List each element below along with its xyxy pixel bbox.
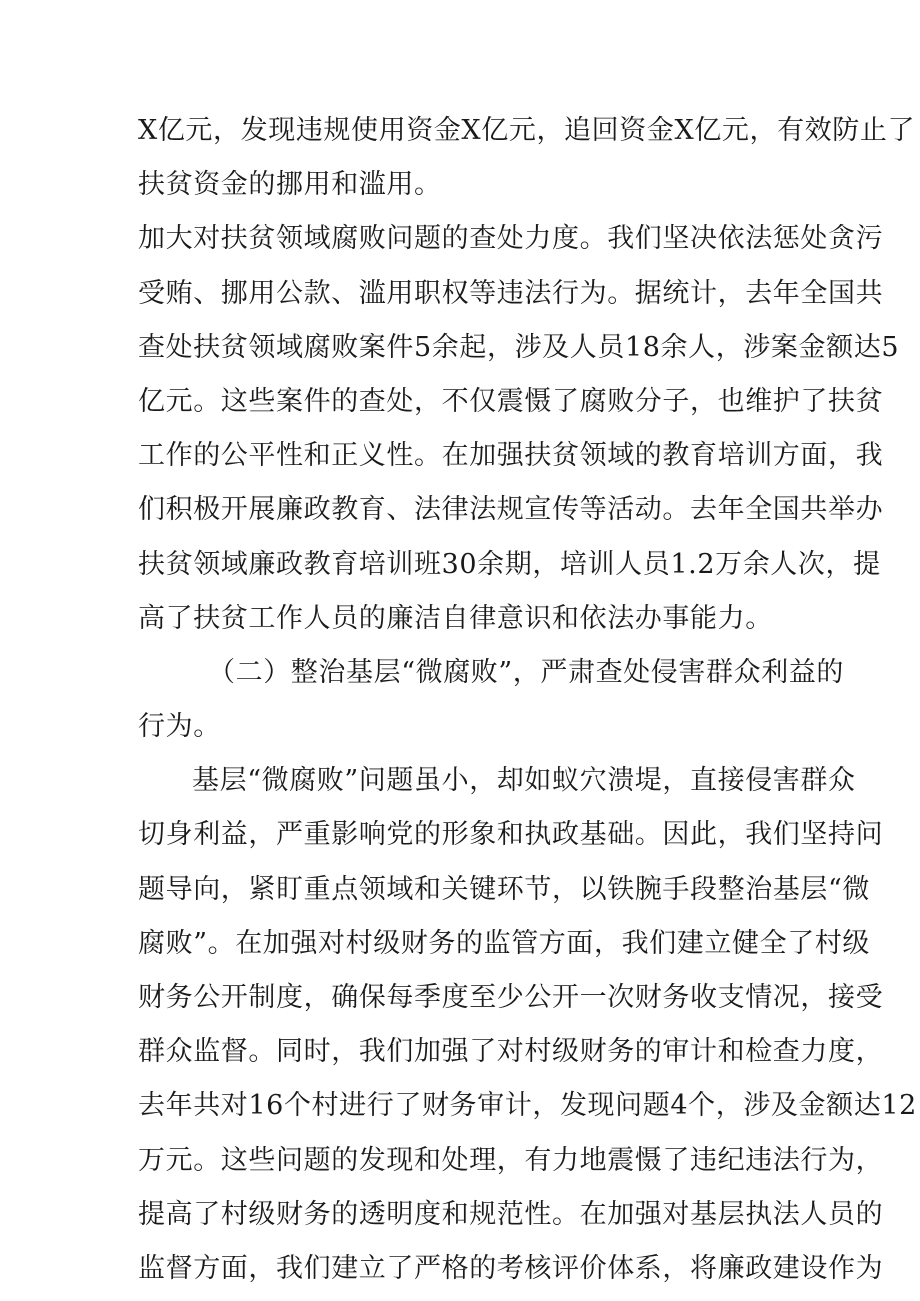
text-line: 查处扶贫领域腐败案件5余起，涉及人员18余人，涉案金额达5	[138, 331, 900, 363]
section-heading-continued: 行为。	[138, 711, 221, 743]
section-heading: （二）整治基层“微腐败”，严肃查处侵害群众利益的	[208, 656, 845, 688]
text-line: 扶贫领域廉政教育培训班30余期，培训人员1.2万余人次，提	[138, 548, 881, 580]
text-line: 亿元。这些案件的查处，不仅震慑了腐败分子，也维护了扶贫	[138, 385, 884, 417]
text-line: 们积极开展廉政教育、法律法规宣传等活动。去年全国共举办	[138, 494, 884, 526]
text-line: 万元。这些问题的发现和处理，有力地震慑了违纪违法行为，	[138, 1144, 884, 1176]
text-line: 切身利益，严重影响党的形象和执政基础。因此，我们坚持问	[138, 819, 884, 851]
text-line: 腐败”。在加强对村级财务的监管方面，我们建立健全了村级	[138, 927, 871, 959]
text-line: 高了扶贫工作人员的廉洁自律意识和依法办事能力。	[138, 602, 773, 634]
text-line: 工作的公平性和正义性。在加强扶贫领域的教育培训方面，我	[138, 440, 884, 472]
text-line: 加大对扶贫领域腐败问题的查处力度。我们坚决依法惩处贪污	[138, 223, 884, 255]
text-line: 去年共对16个村进行了财务审计，发现问题4个，涉及金额达12	[138, 1090, 917, 1122]
text-line: 扶贫资金的挪用和滥用。	[138, 169, 442, 201]
text-line: 提高了村级财务的透明度和规范性。在加强对基层执法人员的	[138, 1198, 884, 1230]
text-line: 受贿、挪用公款、滥用职权等违法行为。据统计，去年全国共	[138, 277, 884, 309]
body-text	[138, 104, 917, 1296]
text-line: X亿元，发现违规使用资金X亿元，追回资金X亿元，有效防止了	[138, 115, 916, 146]
text-line: 监督方面，我们建立了严格的考核评价体系，将廉政建设作为	[138, 1252, 884, 1284]
text-line: 财务公开制度，确保每季度至少公开一次财务收支情况，接受	[138, 982, 884, 1013]
text-line: 群众监督。同时，我们加强了对村级财务的审计和检查力度，	[138, 1036, 884, 1068]
text-line: 题导向，紧盯重点领域和关键环节，以铁腕手段整治基层“微	[138, 873, 871, 905]
text-line: 基层“微腐败”问题虽小，却如蚁穴溃堤，直接侵害群众	[192, 765, 856, 797]
